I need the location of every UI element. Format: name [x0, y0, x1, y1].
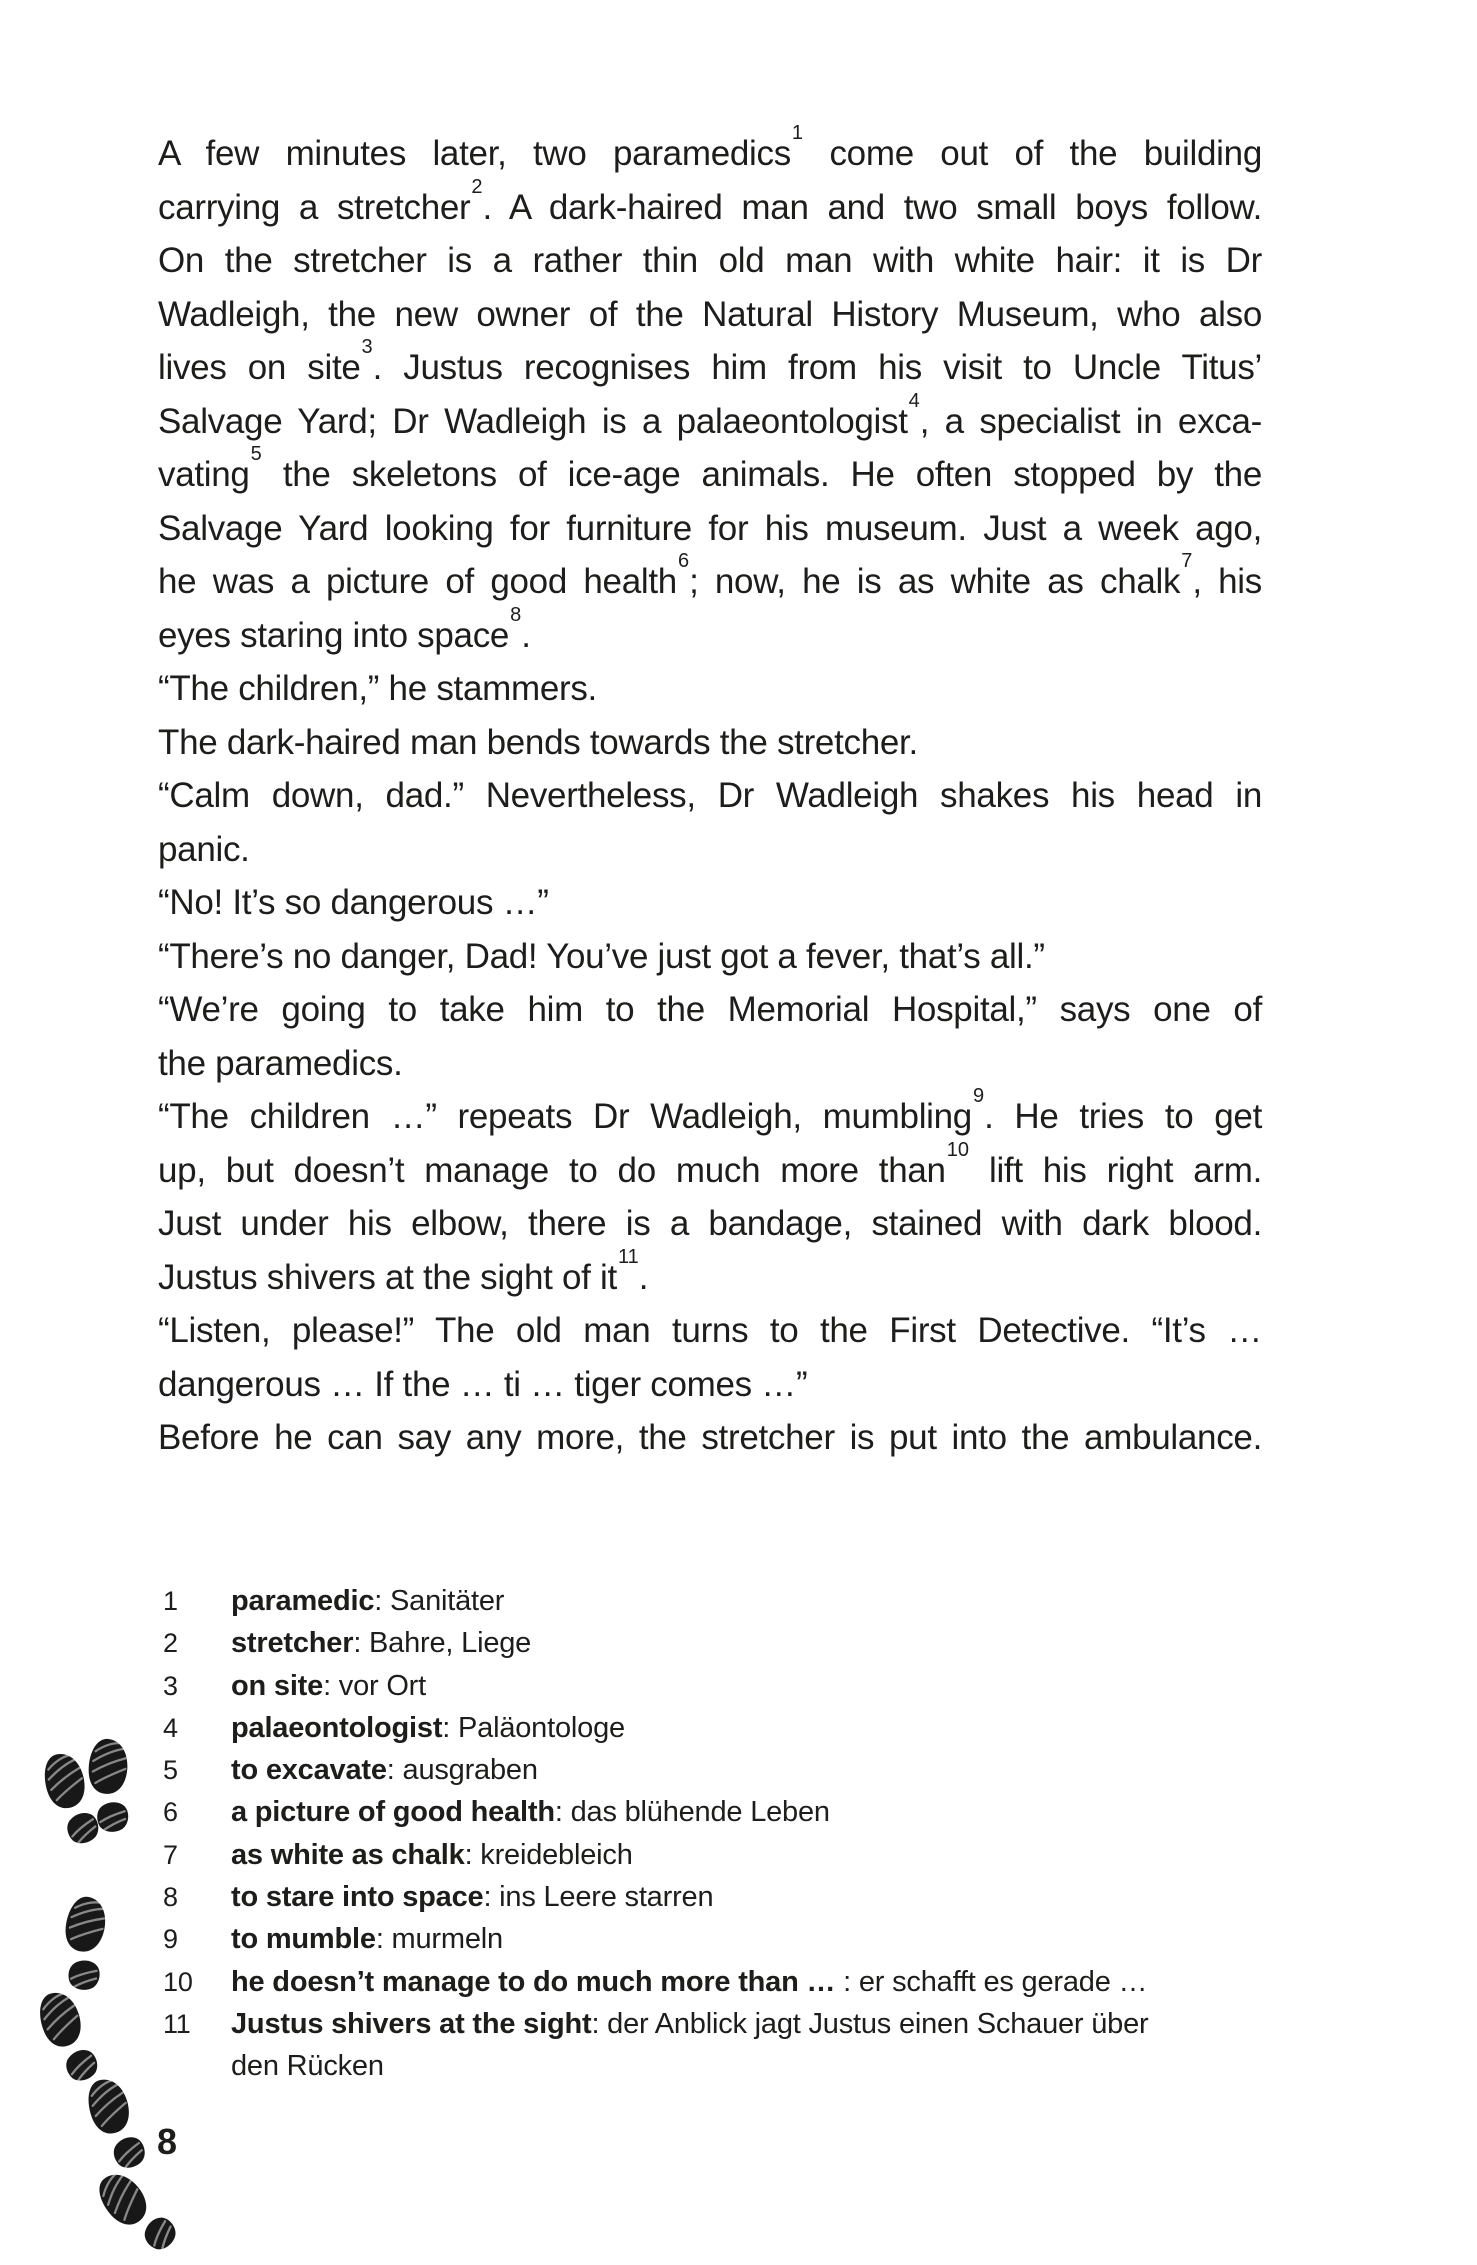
footprint-icon: [58, 1893, 113, 1996]
footnote-number: 10: [163, 1966, 193, 1997]
story-line: dangerous … If the … ti … tiger comes …”: [158, 1364, 808, 1404]
footnote-definition: : Paläontologe: [442, 1711, 625, 1744]
story-line: Justus shivers at the sight of it$^{11}$.: [158, 1245, 649, 1297]
story-line: “Listen, please!” The old man turns to the First Detective. “It’s …: [158, 1311, 1262, 1350]
story-line: Salvage Yard; Dr Wadleigh is a palaeontologist$^4$, a specialist in exca-: [158, 389, 1262, 441]
footnote-number: 2: [163, 1628, 178, 1659]
story-line: “The children,” he stammers.: [158, 669, 597, 708]
footnote-definition: : ins Leere starren: [483, 1881, 714, 1914]
footnote-item: [163, 1791, 1313, 1833]
footnote-reference: 11: [617, 1245, 639, 1268]
footnote-item: [163, 1961, 1313, 2003]
story-line: “No! It’s so dangerous …”: [158, 883, 549, 922]
story-line: panic.: [158, 829, 250, 869]
story-line: Just under his elbow, there is a bandage, stained with dark blood.: [158, 1204, 1262, 1243]
footnote-definition: : er schafft es gerade …: [835, 1965, 1148, 1998]
story-line: Salvage Yard looking for furniture for his museum. Just a week ago,: [158, 508, 1262, 548]
footnote-term: as white as chalk: [231, 1838, 465, 1871]
footnote-item: [163, 1580, 1313, 1622]
story-line: vating$^5$ the skeletons of ice-age animals. He often stopped by the: [158, 443, 1262, 494]
story-line: “There’s no danger, Dad! You’ve just got a fever, that’s all.”: [158, 936, 1045, 976]
story-line: Wadleigh, the new owner of the Natural History Museum, who also: [158, 294, 1262, 334]
footnote-term: a picture of good health: [231, 1796, 555, 1829]
footnote-definition: : ausgraben: [386, 1754, 538, 1787]
footnote-reference: 6: [677, 550, 690, 573]
footnote-term: to stare into space: [231, 1881, 484, 1914]
footnote-term: Justus shivers at the sight: [231, 2007, 592, 2040]
story-line: eyes staring into space$^8$.: [158, 603, 531, 655]
footnote-reference: 8: [510, 603, 522, 626]
story-line: “Calm down, dad.” Nevertheless, Dr Wadleigh shakes his head in: [158, 776, 1262, 815]
footnote-definition: : das blühende Leben: [554, 1796, 830, 1829]
story-line: up, but doesn’t manage to do much more than$^{10}$ lift his right arm.: [158, 1138, 1262, 1190]
footnote-number: 4: [163, 1712, 178, 1743]
page-number: 8: [157, 2121, 178, 2162]
story-line: “We’re going to take him to the Memorial Hospital,” says one of: [158, 990, 1262, 1029]
footnote-number: 3: [163, 1670, 178, 1701]
story-line: On the stretcher is a rather thin old man with white hair: it is Dr: [158, 241, 1262, 280]
footprint-icon: [86, 2161, 191, 2265]
footnote-definition: : murmeln: [375, 1923, 503, 1956]
footnote-item: [163, 1665, 1313, 1707]
footnote-reference: 4: [908, 389, 920, 412]
footnote-reference: 9: [972, 1085, 985, 1108]
story-line: lives on site$^3$. Justus recognises him from his visit to Uncle Titus’: [158, 336, 1262, 387]
story-line: Before he can say any more, the stretcher is put into the ambulance.: [158, 1418, 1262, 1457]
footnote-number: 1: [163, 1586, 178, 1616]
footnote-term: paramedic: [231, 1585, 375, 1617]
story-line: the paramedics.: [158, 1043, 403, 1083]
footnote-number: 7: [163, 1839, 178, 1870]
story-line: A few minutes later, two paramedics$^1$ come out of the building: [158, 122, 1262, 173]
footnote-reference: 5: [250, 443, 262, 466]
footnote-number: 6: [163, 1797, 178, 1828]
footnote-number: 11: [163, 2008, 191, 2039]
story-line: carrying a stretcher$^2$. A dark-haired man and two small boys follow.: [158, 175, 1262, 227]
footnote-reference: 1: [791, 122, 804, 145]
footnote-definition: : Bahre, Liege: [353, 1627, 532, 1660]
footnote-item: [163, 1876, 1313, 1918]
footnote-term: stretcher: [231, 1627, 354, 1660]
footnote-definition: : der Anblick jagt Justus einen Schauer über: [591, 2007, 1149, 2040]
footnote-item: [163, 1834, 1313, 1876]
footnote-definition: : vor Ort: [323, 1669, 426, 1702]
footnote-term: to mumble: [231, 1923, 376, 1956]
footnote-item: [163, 2003, 1313, 2045]
footnote-reference: 7: [1181, 550, 1193, 573]
footnote-definition: den Rücken: [231, 2050, 384, 2083]
footprint-icon: [33, 1745, 111, 1855]
footnote-reference: 10: [946, 1138, 969, 1161]
footnote-definition: : kreidebleich: [464, 1838, 633, 1871]
footnote-term: to excavate: [231, 1754, 387, 1787]
footnote-reference: 3: [361, 336, 373, 359]
footnote-continuation: [163, 2045, 1313, 2087]
footnote-item: [163, 1622, 1313, 1664]
story-line: he was a picture of good health$^6$; now, he is as white as chalk$^7$, his: [158, 550, 1262, 601]
footprint-icon: [76, 2070, 158, 2181]
footnotes-list: [163, 1580, 1313, 2088]
footnote-number: 8: [163, 1882, 178, 1913]
footnote-definition: : Sanitäter: [374, 1585, 505, 1617]
story-line: The dark-haired man bends towards the stretcher.: [158, 722, 918, 762]
footnote-number: 9: [163, 1924, 178, 1955]
footnote-number: 5: [163, 1755, 178, 1786]
footnote-item: [163, 1707, 1313, 1749]
story-text: [158, 122, 1263, 1465]
footprint-icon: [27, 1983, 110, 2094]
story-line: “The children …” repeats Dr Wadleigh, mumbling$^9$. He tries to get: [158, 1085, 1263, 1136]
footnote-item: [163, 1749, 1313, 1791]
footprint-icon: [83, 1736, 136, 1838]
footnote-term: he doesn’t manage to do much more than …: [231, 1965, 836, 1998]
footnote-term: on site: [231, 1669, 324, 1702]
footnote-item: [163, 1918, 1313, 1960]
footnote-reference: 2: [471, 175, 483, 198]
footnote-term: palaeontologist: [231, 1711, 443, 1744]
